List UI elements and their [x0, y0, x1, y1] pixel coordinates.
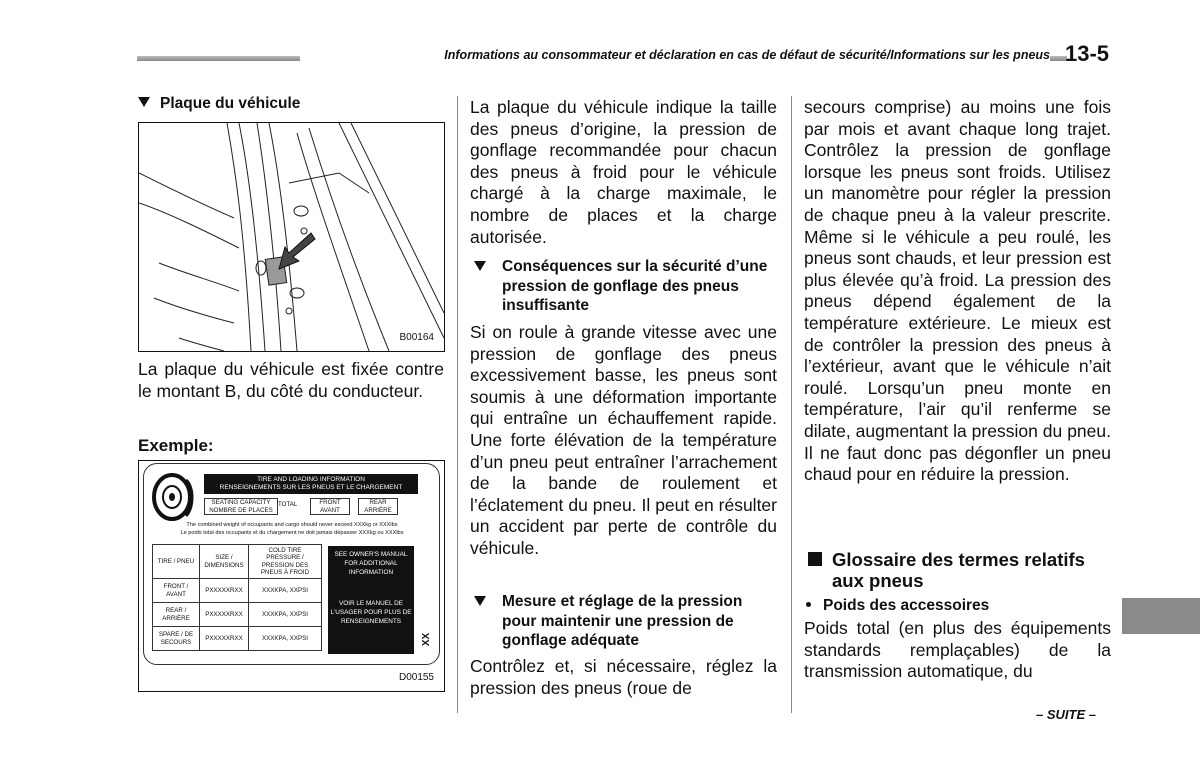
row-rear: REAR / ARRIÈRE — [153, 603, 200, 627]
page-number: 13-5 — [1065, 41, 1110, 66]
paragraph-plaque-location: La plaque du véhicule est fixée contre le montant B, du côté du conducteur. — [138, 359, 444, 401]
b-pillar-illustration — [139, 123, 444, 351]
running-header: Informations au consommateur et déclaration en cas de défaut de sécurité/Informations sur les pneus — [300, 48, 1050, 62]
column-divider — [457, 96, 458, 713]
figure-id: B00164 — [399, 332, 434, 343]
row-front: FRONT / AVANT — [153, 579, 200, 603]
section-heading-consequences: Conséquences sur la sécurité d’une pression de gonflage des pneus insuffisante — [474, 257, 778, 316]
glossary-term-heading: Poids des accessoires — [804, 596, 989, 616]
dot-bullet-icon — [806, 602, 811, 607]
figure-b-pillar — [138, 122, 445, 352]
col-header-size: SIZE / DIMENSIONS — [200, 545, 249, 579]
seating-total: TOTAL — [278, 501, 298, 508]
seating-rear: REAR ARRIÈRE — [358, 498, 398, 515]
paragraph-consequences: Si on roule à grande vitesse avec une pression de gonflage des pneus excessivement basse, les pneus sont soumis à une déformation importante qui entraîne un échauffement rapide. Une forte élévation de la température d’un pneu peut entraîner l’arrachement de la bande de roulement et l’éclatement du pneu. Il peut en résulter un accident par perte de contrôle du véhicule. — [470, 322, 777, 558]
continued-marker: – SUITE – — [1036, 707, 1096, 722]
example-label: Exemple: — [138, 436, 214, 455]
owner-manual-notice: SEE OWNER'S MANUAL FOR ADDITIONAL INFORMATION VOIR LE MANUEL DE L'USAGER POUR PLUS DE RENSEIGNEMENTS — [328, 546, 414, 654]
section-heading-measurement: Mesure et réglage de la pression pour maintenir une pression de gonflage adéquate — [474, 592, 778, 651]
seating-capacity-label: SEATING CAPACITY NOMBRE DE PLACES — [204, 498, 278, 515]
col-header-pressure: COLD TIRE PRESSURE / PRESSION DES PNEUS À FROID — [249, 545, 322, 579]
tire-information-placard — [143, 463, 440, 665]
tire-pressure-table — [152, 544, 322, 651]
tire-icon — [150, 472, 198, 522]
row-spare: SPARE / DE SECOURS — [153, 627, 200, 651]
placard-title: TIRE AND LOADING INFORMATION RENSEIGNEMENTS SUR LES PNEUS ET LE CHARGEMENT — [204, 474, 418, 494]
figure-tire-label — [138, 460, 445, 692]
cell-pressure: XXXKPA, XXPSI — [249, 579, 322, 603]
cell-size: PXXXXXRXX — [200, 627, 249, 651]
paragraph-check-pressure: Contrôlez et, si nécessaire, réglez la pression des pneus (roue de — [470, 656, 777, 698]
triangle-bullet-icon — [138, 97, 150, 107]
cell-size: PXXXXXRXX — [200, 579, 249, 603]
cell-pressure: XXXKPA, XXPSI — [249, 627, 322, 651]
triangle-bullet-icon — [474, 596, 486, 606]
figure-id: D00155 — [398, 672, 434, 683]
paragraph-plaque-info: La plaque du véhicule indique la taille des pneus d’origine, la pression de gonflage recommandée pour chacun des pneus à froid pour le véhicule chargé à la charge maximale, le nombre de places et la charge autorisée. — [470, 97, 777, 247]
placard-code: XX — [421, 632, 433, 647]
triangle-bullet-icon — [474, 261, 486, 271]
seating-front: FRONT AVANT — [310, 498, 350, 515]
cell-pressure: XXXKPA, XXPSI — [249, 603, 322, 627]
paragraph-pressure-advice: secours comprise) au moins une fois par mois et avant chaque long trajet. Contrôlez la pression de gonflage lorsque les pneus sont froids. Utilisez un manomètre pour régler la pression de chaque pneu à la valeur prescrite. Même si le véhicule a peu roulé, les pneus sont chauds, et leur pression est plus élevée qu’à froid. La pression des pneus dépend également de la température extérieure. Le mieux est de contrôler la pression des pneus à l’extérieur, avant que le véhicule n’ait roulé. Lorsqu’un pneu monte en température, l’air qu’il renferme se dilate, augmentant la pression du pneu. Il ne faut donc pas dégonfler un pneu chaud pour en réduire la pression. — [804, 97, 1111, 485]
chapter-thumb-tab — [1122, 598, 1200, 634]
glossary-heading: Glossaire des termes relatifs aux pneus — [808, 549, 1112, 591]
square-bullet-icon — [808, 552, 822, 566]
paragraph-accessory-weight: Poids total (en plus des équipements standards remplaçables) de la transmission automatique, du — [804, 618, 1111, 682]
weight-limit-note: The combined weight of occupants and cargo should never exceed XXXkg or XXXlbs Le poids total des occupants et du chargement ne doit jamais dépasser XXXkg ou XXXlbs — [180, 522, 404, 536]
cell-size: PXXXXXRXX — [200, 603, 249, 627]
section-heading-plaque: Plaque du véhicule — [138, 94, 300, 114]
col-header-tire: TIRE / PNEU — [153, 545, 200, 579]
column-divider — [791, 96, 792, 713]
